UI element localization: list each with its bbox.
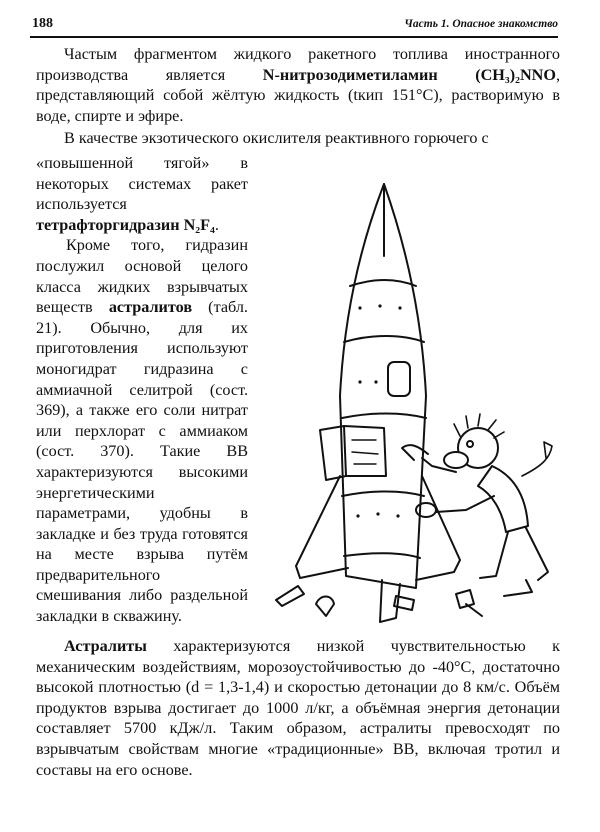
term-astralites: астралитов [108, 298, 193, 317]
paragraph-nitrosodimethylamine: Частым фрагментом жидкого ракетного топлива иностранного производства является N-нитрозодиметиламин (CH₃)₂NNO, представляющий собой жёлтую жидкость (tкип 151°C), растворимую в воде, спирте и эфире. [36, 45, 560, 125]
term-tetrafluorohydrazine: тетрафторгидразин N₂F₄ [36, 215, 215, 234]
term-nitrosodimethylamine: N-нитрозодиметиламин (CH₃)₂NNO [262, 65, 556, 84]
rocket-illustration [256, 176, 560, 636]
term-astralites-bold: Астралиты [64, 637, 147, 655]
paragraph-tetrafluorohydrazine: «повышенной тягой» в некоторых системах ракет используется тетрафторгидразин N₂F₄. [36, 154, 248, 234]
paragraph-oxidizer-intro: В качестве экзотического окислителя реактивного горючего с [64, 129, 489, 147]
running-head [30, 14, 558, 38]
paragraph-astralites-intro: Кроме того, гидразин послужил основой целого класса жидких взрывчатых веществ астралитов (табл. 21). Обычно, для их приготовления используют моногидрат гидразина с аммиачной селитрой (сост. 369), а также его соли нитрат или перхлорат с аммиаком (сост. 370). Такие ВВ характеризуются высокими энергетическими параметрами, удобны в закладке и без труда готовятся на месте взрыва путём предварительного смешивания либо раздельной закладки в скважину. [36, 236, 248, 626]
paragraph-astralites-properties: Астралиты характеризуются низкой чувствительностью к механическим воздействиям, морозоустойчивостью до -40°C, достаточно высокой плотностью (d = 1,3-1,4) и скоростью детонации до 8 км/с. Объём продуктов взрыва достигает до 1000 л/кг, а объёмная энергия детонации составляет 5700 кДж/л. Таким образом, астралиты превосходят по взрывчатым свойствам многие «традиционные» ВВ, включая тротил и составы на его основе. [36, 637, 560, 779]
chapter-title: Часть 1. Опасное знакомство [404, 18, 558, 30]
page-number: 188 [32, 16, 53, 31]
text-column-left [36, 153, 248, 627]
